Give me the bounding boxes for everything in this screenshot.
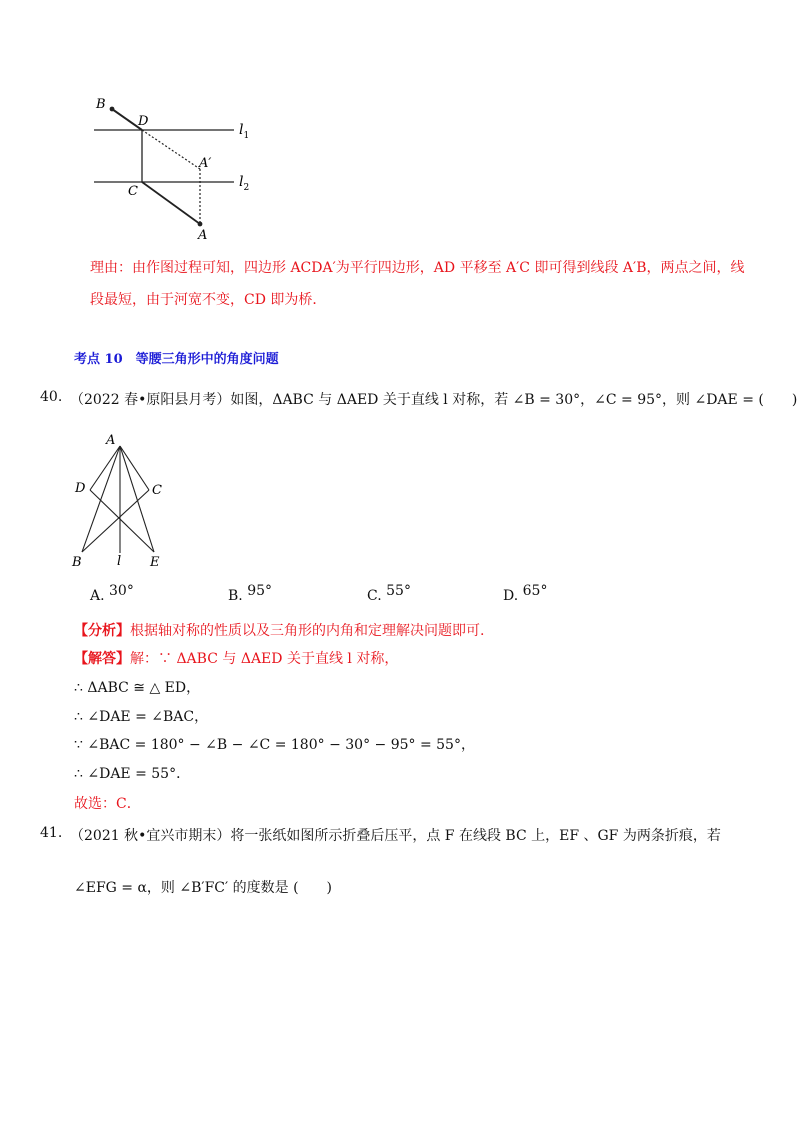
solution-tag: 【解答】: [74, 651, 130, 667]
q41-line-1: （2021 秋•宜兴市期末）将一张纸如图所示折叠后压平，点 F 在线段 BC 上，EF 、GF 为两条折痕，若: [70, 828, 721, 844]
q40-analysis: [74, 620, 484, 640]
q40-answer: 故选：C．: [74, 796, 141, 812]
label-l1: $l_1$: [239, 122, 250, 141]
point-A: [198, 222, 203, 227]
q40-number: 40.: [40, 389, 63, 405]
q40-option-b[interactable]: B. 95°: [228, 583, 273, 604]
analysis-tag: 【分析】: [74, 623, 130, 639]
q40-option-d[interactable]: D. 65°: [503, 583, 548, 604]
label-l2: $l_2$: [239, 174, 250, 193]
fig2-label-l: l: [117, 554, 122, 569]
label-A: A: [198, 228, 208, 243]
q40-solution-line-4: ∵ ∠BAC = 180° − ∠B − ∠C = 180° − 30° − 95° = 55°，: [74, 737, 475, 753]
q40-solution-line-2: ∴ ΔABC ≅ △ ED，: [74, 680, 201, 696]
q41-number: 41.: [40, 825, 63, 841]
fig2-label-D: D: [75, 481, 86, 496]
q40-solution-line-5: ∴ ∠DAE = 55°．: [74, 766, 191, 782]
triangle-figure: [68, 428, 178, 572]
fig2-label-A: A: [106, 433, 116, 448]
point-B: [110, 107, 115, 112]
label-D: D: [138, 114, 149, 129]
label-A-prime: A′: [199, 156, 212, 171]
label-C: C: [128, 184, 138, 199]
fig2-label-C: C: [152, 483, 162, 498]
label-B: B: [96, 97, 106, 112]
analysis-text: 根据轴对称的性质以及三角形的内角和定理解决问题即可.: [130, 623, 485, 639]
q40-option-a[interactable]: A. 30°: [90, 583, 134, 604]
q40-solution-line-3: ∴ ∠DAE = ∠BAC，: [74, 709, 209, 725]
q40-solution-line-1: [74, 648, 398, 668]
fig2-label-E: E: [150, 555, 160, 570]
reason-line-2: 段最短，由于河宽不变，CD 即为桥．: [90, 292, 327, 308]
segment-DA-prime-dotted: [142, 130, 200, 169]
fig2-label-B: B: [72, 555, 82, 570]
solution-text: 解：∵ ΔABC 与 ΔAED 关于直线 l 对称，: [130, 651, 399, 667]
reason-line-1: 理由：由作图过程可知，四边形 ACDA′为平行四边形，AD 平移至 A′C 即可得到线段 A′B，两点之间，线: [90, 260, 745, 276]
q41-line-2: ∠EFG = α，则 ∠B′FC′ 的度数是 ( ): [74, 880, 333, 896]
q40-stem: （2022 春•原阳县月考）如图，ΔABC 与 ΔAED 关于直线 l 对称，若 ∠B = 30°，∠C = 95°，则 ∠DAE = ( ): [70, 392, 798, 408]
section-title: 考点 10 等腰三角形中的角度问题: [74, 352, 279, 367]
segment-CA: [142, 182, 200, 224]
bridge-figure: [84, 92, 274, 244]
q40-option-c[interactable]: C. 55°: [367, 583, 411, 604]
